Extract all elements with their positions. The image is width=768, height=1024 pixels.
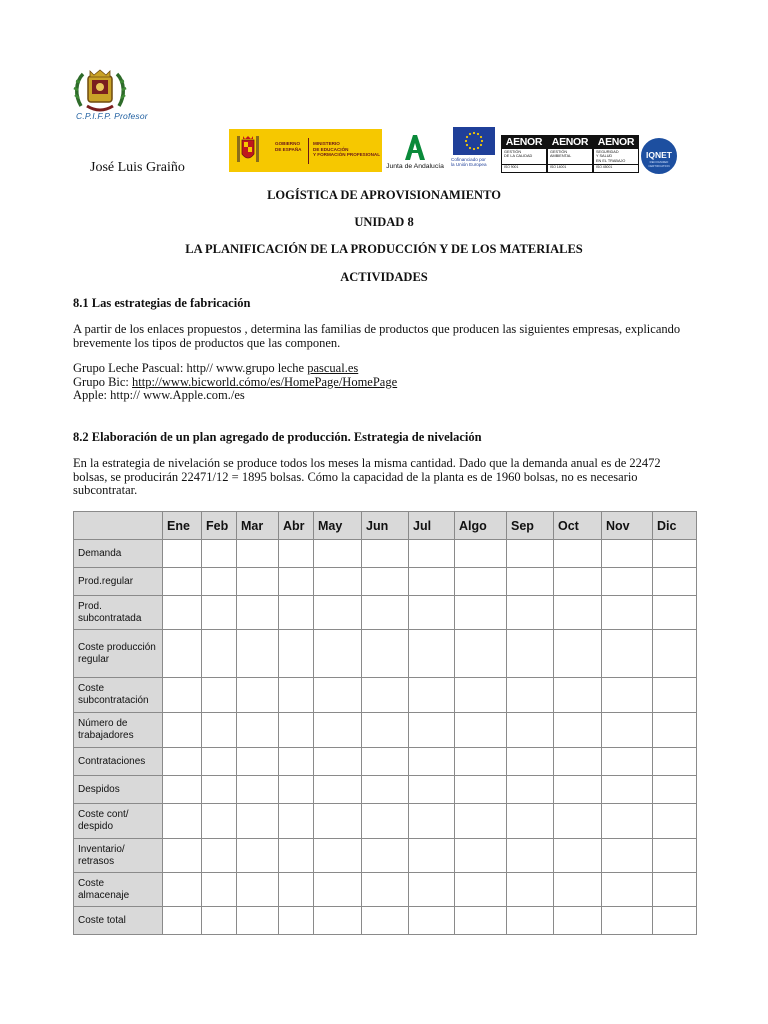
row-label: Coste total xyxy=(74,907,163,935)
table-cell[interactable] xyxy=(554,748,602,776)
table-cell[interactable] xyxy=(314,748,362,776)
link-line-pascual: Grupo Leche Pascual: http// www.grupo leche pascual.es xyxy=(73,361,359,375)
table-cell[interactable] xyxy=(455,907,507,935)
table-cell[interactable] xyxy=(237,873,279,907)
row-label: Coste producción regular xyxy=(74,630,163,678)
ministerio-text: MINISTERIO DE EDUCACIÓN Y FORMACIÓN PROFESIONAL xyxy=(313,141,381,158)
table-header-row xyxy=(74,512,697,540)
table-cell[interactable] xyxy=(362,568,409,596)
table-row xyxy=(74,873,697,907)
table-cell[interactable] xyxy=(455,776,507,804)
month-header: Abr xyxy=(279,512,314,540)
table-cell[interactable] xyxy=(362,540,409,568)
table-row xyxy=(74,568,697,596)
table-cell[interactable] xyxy=(237,713,279,748)
table-cell[interactable] xyxy=(602,804,653,839)
table-cell[interactable] xyxy=(279,596,314,630)
table-cell[interactable] xyxy=(237,630,279,678)
table-cell[interactable] xyxy=(409,630,455,678)
month-header: Algo xyxy=(455,512,507,540)
table-cell[interactable] xyxy=(163,678,202,713)
table-cell[interactable] xyxy=(602,748,653,776)
table-cell[interactable] xyxy=(554,776,602,804)
table-cell[interactable] xyxy=(202,907,237,935)
month-header: Jul xyxy=(409,512,455,540)
table-cell[interactable] xyxy=(279,540,314,568)
table-cell[interactable] xyxy=(554,907,602,935)
table-cell[interactable] xyxy=(279,713,314,748)
bic-link[interactable]: http://www.bicworld.cómo/es/HomePage/HomePage xyxy=(132,374,398,389)
section-8-1-heading: 8.1 Las estrategias de fabricación xyxy=(73,296,251,310)
row-label: Coste subcontratación xyxy=(74,678,163,713)
table-cell[interactable] xyxy=(202,713,237,748)
row-label: Coste cont/ despido xyxy=(74,804,163,839)
school-crest-logo xyxy=(73,68,127,114)
table-cell[interactable] xyxy=(237,540,279,568)
spain-coat-of-arms-icon xyxy=(235,134,261,167)
table-cell[interactable] xyxy=(602,540,653,568)
table-row xyxy=(74,678,697,713)
junta-andalucia-logo: Junta de Andalucía xyxy=(385,133,445,175)
row-label: Coste almacenaje xyxy=(74,873,163,907)
table-cell[interactable] xyxy=(455,630,507,678)
aenor-safety-badge: AENOR SEGURIDAD Y SALUD EN EL TRABAJO ISO 45001 xyxy=(593,135,639,173)
table-cell[interactable] xyxy=(409,839,455,873)
table-cell[interactable] xyxy=(554,630,602,678)
row-label: Número de trabajadores xyxy=(74,713,163,748)
table-cell[interactable] xyxy=(314,713,362,748)
table-cell[interactable] xyxy=(163,873,202,907)
table-cell[interactable] xyxy=(507,596,554,630)
table-cell[interactable] xyxy=(455,540,507,568)
table-cell[interactable] xyxy=(279,873,314,907)
table-cell[interactable] xyxy=(554,540,602,568)
table-cell[interactable] xyxy=(409,776,455,804)
table-cell[interactable] xyxy=(507,568,554,596)
table-cell[interactable] xyxy=(602,907,653,935)
gobierno-espana-logo xyxy=(229,129,382,172)
aggregate-plan-table xyxy=(73,511,697,935)
table-cell[interactable] xyxy=(237,839,279,873)
table-cell[interactable] xyxy=(279,839,314,873)
table-cell[interactable] xyxy=(455,748,507,776)
activities-title: ACTIVIDADES xyxy=(340,270,428,284)
table-cell[interactable] xyxy=(362,804,409,839)
table-cell[interactable] xyxy=(455,873,507,907)
table-cell[interactable] xyxy=(202,776,237,804)
table-row xyxy=(74,713,697,748)
month-header: Oct xyxy=(554,512,602,540)
month-header: Nov xyxy=(602,512,653,540)
aenor-quality-badge: AENOR GESTIÓN DE LA CALIDAD ISO 9001 xyxy=(501,135,547,173)
row-label: Demanda xyxy=(74,540,163,568)
section-8-2-paragraph: En la estrategia de nivelación se produce todos los meses la misma cantidad. Dado que la demanda anual es de 22472 bolsas, se producirán 22471/12 = 1895 bolsas. Cómo la capacidad de la planta es de 1960 bolsas, no es necesario subcontratar. xyxy=(73,456,661,497)
table-cell[interactable] xyxy=(314,568,362,596)
table-cell[interactable] xyxy=(279,748,314,776)
table-cell[interactable] xyxy=(409,568,455,596)
table-cell[interactable] xyxy=(237,596,279,630)
table-cell[interactable] xyxy=(653,540,697,568)
table-row xyxy=(74,540,697,568)
table-cell[interactable] xyxy=(163,630,202,678)
gobierno-text: GOBIERNO DE ESPAÑA xyxy=(275,141,302,152)
table-cell[interactable] xyxy=(362,678,409,713)
table-cell[interactable] xyxy=(554,839,602,873)
table-cell[interactable] xyxy=(507,804,554,839)
table-cell[interactable] xyxy=(455,804,507,839)
table-cell[interactable] xyxy=(202,804,237,839)
table-cell[interactable] xyxy=(455,678,507,713)
table-cell[interactable] xyxy=(314,596,362,630)
table-cell[interactable] xyxy=(507,907,554,935)
row-label: Contrataciones xyxy=(74,748,163,776)
table-cell[interactable] xyxy=(653,713,697,748)
table-cell[interactable] xyxy=(279,907,314,935)
row-label: Inventario/ retrasos xyxy=(74,839,163,873)
unit-title: UNIDAD 8 xyxy=(354,215,414,229)
crest-caption: C.P.I.F.P. Profesor xyxy=(76,111,148,121)
table-cell[interactable] xyxy=(202,630,237,678)
table-cell[interactable] xyxy=(362,748,409,776)
section-8-1-paragraph: A partir de los enlaces propuestos , determina las familias de productos que producen las siguientes empresas, explicando brevemente los tipos de productos que las componen. xyxy=(73,322,681,350)
table-cell[interactable] xyxy=(362,839,409,873)
table-cell[interactable] xyxy=(554,568,602,596)
table-row xyxy=(74,596,697,630)
junta-a-icon xyxy=(402,133,428,161)
table-cell[interactable] xyxy=(314,804,362,839)
table-cell[interactable] xyxy=(554,713,602,748)
table-cell[interactable] xyxy=(455,596,507,630)
row-label: Prod. subcontratada xyxy=(74,596,163,630)
table-cell[interactable] xyxy=(409,907,455,935)
table-cell[interactable] xyxy=(653,596,697,630)
eu-stars-icon xyxy=(453,127,495,155)
table-cell[interactable] xyxy=(237,748,279,776)
table-corner-cell xyxy=(74,512,163,540)
table-cell[interactable] xyxy=(202,748,237,776)
table-cell[interactable] xyxy=(409,596,455,630)
month-header: Jun xyxy=(362,512,409,540)
table-cell[interactable] xyxy=(362,776,409,804)
iqnet-logo: IQNET RECOGNIZED CERTIFICATION xyxy=(641,138,677,174)
table-cell[interactable] xyxy=(653,839,697,873)
table-cell[interactable] xyxy=(202,873,237,907)
table-cell[interactable] xyxy=(237,776,279,804)
table-cell[interactable] xyxy=(163,713,202,748)
table-cell[interactable] xyxy=(409,540,455,568)
table-cell[interactable] xyxy=(362,907,409,935)
table-cell[interactable] xyxy=(602,596,653,630)
table-cell[interactable] xyxy=(163,540,202,568)
table-cell[interactable] xyxy=(653,907,697,935)
table-cell[interactable] xyxy=(279,568,314,596)
month-header: Ene xyxy=(163,512,202,540)
table-cell[interactable] xyxy=(202,678,237,713)
course-title: LOGÍSTICA DE APROVISIONAMIENTO xyxy=(267,188,501,202)
table-cell[interactable] xyxy=(237,678,279,713)
table-cell[interactable] xyxy=(409,678,455,713)
table-cell[interactable] xyxy=(163,748,202,776)
table-cell[interactable] xyxy=(653,776,697,804)
table-row xyxy=(74,748,697,776)
table-cell[interactable] xyxy=(279,678,314,713)
unit-subtitle: LA PLANIFICACIÓN DE LA PRODUCCIÓN Y DE LOS MATERIALES xyxy=(185,242,583,256)
table-row xyxy=(74,804,697,839)
table-cell[interactable] xyxy=(237,568,279,596)
table-cell[interactable] xyxy=(455,839,507,873)
table-cell[interactable] xyxy=(163,596,202,630)
table-cell[interactable] xyxy=(314,873,362,907)
table-cell[interactable] xyxy=(409,804,455,839)
table-cell[interactable] xyxy=(163,839,202,873)
table-cell[interactable] xyxy=(507,630,554,678)
table-cell[interactable] xyxy=(362,713,409,748)
table-cell[interactable] xyxy=(409,748,455,776)
table-cell[interactable] xyxy=(237,907,279,935)
table-cell[interactable] xyxy=(202,596,237,630)
table-row xyxy=(74,776,697,804)
table-cell[interactable] xyxy=(202,540,237,568)
table-row xyxy=(74,839,697,873)
table-cell[interactable] xyxy=(602,776,653,804)
month-header: Mar xyxy=(237,512,279,540)
row-label: Despidos xyxy=(74,776,163,804)
table-cell[interactable] xyxy=(507,873,554,907)
link-line-bic: Grupo Bic: http://www.bicworld.cómo/es/HomePage/HomePage xyxy=(73,374,398,389)
month-header: May xyxy=(314,512,362,540)
table-cell[interactable] xyxy=(554,873,602,907)
table-cell[interactable] xyxy=(163,568,202,596)
table-cell[interactable] xyxy=(163,907,202,935)
table-cell[interactable] xyxy=(653,678,697,713)
table-cell[interactable] xyxy=(279,804,314,839)
table-cell[interactable] xyxy=(554,596,602,630)
table-cell[interactable] xyxy=(602,678,653,713)
table-cell[interactable] xyxy=(602,873,653,907)
table-cell[interactable] xyxy=(507,839,554,873)
table-cell[interactable] xyxy=(163,776,202,804)
table-cell[interactable] xyxy=(455,568,507,596)
table-cell[interactable] xyxy=(314,839,362,873)
table-cell[interactable] xyxy=(653,804,697,839)
link-line-apple: Apple: http:// www.Apple.com./es xyxy=(73,388,245,402)
table-cell[interactable] xyxy=(554,804,602,839)
author-name: José Luis Graiño xyxy=(90,160,185,175)
table-cell[interactable] xyxy=(507,748,554,776)
table-cell[interactable] xyxy=(507,713,554,748)
table-cell[interactable] xyxy=(362,873,409,907)
table-cell[interactable] xyxy=(279,630,314,678)
table-cell[interactable] xyxy=(602,630,653,678)
table-cell[interactable] xyxy=(653,748,697,776)
table-cell[interactable] xyxy=(237,804,279,839)
table-cell[interactable] xyxy=(602,839,653,873)
table-row xyxy=(74,630,697,678)
table-cell[interactable] xyxy=(602,713,653,748)
table-cell[interactable] xyxy=(653,630,697,678)
table-cell[interactable] xyxy=(409,713,455,748)
table-cell[interactable] xyxy=(362,630,409,678)
table-cell[interactable] xyxy=(653,568,697,596)
table-cell[interactable] xyxy=(314,907,362,935)
pascual-link[interactable]: pascual.es xyxy=(307,361,359,375)
table-cell[interactable] xyxy=(409,873,455,907)
table-cell[interactable] xyxy=(202,839,237,873)
month-header: Sep xyxy=(507,512,554,540)
month-header: Feb xyxy=(202,512,237,540)
table-cell[interactable] xyxy=(314,678,362,713)
table-cell[interactable] xyxy=(653,873,697,907)
table-cell[interactable] xyxy=(362,596,409,630)
aenor-environment-badge: AENOR GESTIÓN AMBIENTAL ISO 14001 xyxy=(547,135,593,173)
table-cell[interactable] xyxy=(279,776,314,804)
month-header: Dic xyxy=(653,512,697,540)
eu-cofinanced-logo: Cofinanciado por la Unión Europea xyxy=(451,126,497,174)
table-cell[interactable] xyxy=(163,804,202,839)
table-cell[interactable] xyxy=(507,540,554,568)
table-row xyxy=(74,907,697,935)
table-cell[interactable] xyxy=(314,776,362,804)
table-cell[interactable] xyxy=(314,630,362,678)
table-cell[interactable] xyxy=(507,776,554,804)
row-label: Prod.regular xyxy=(74,568,163,596)
table-cell[interactable] xyxy=(554,678,602,713)
section-8-2-heading: 8.2 Elaboración de un plan agregado de producción. Estrategia de nivelación xyxy=(73,430,482,444)
company-links-list xyxy=(73,362,703,403)
table-cell[interactable] xyxy=(602,568,653,596)
table-cell[interactable] xyxy=(455,713,507,748)
table-cell[interactable] xyxy=(507,678,554,713)
aenor-certification-logos xyxy=(501,135,641,171)
table-cell[interactable] xyxy=(202,568,237,596)
table-cell[interactable] xyxy=(314,540,362,568)
